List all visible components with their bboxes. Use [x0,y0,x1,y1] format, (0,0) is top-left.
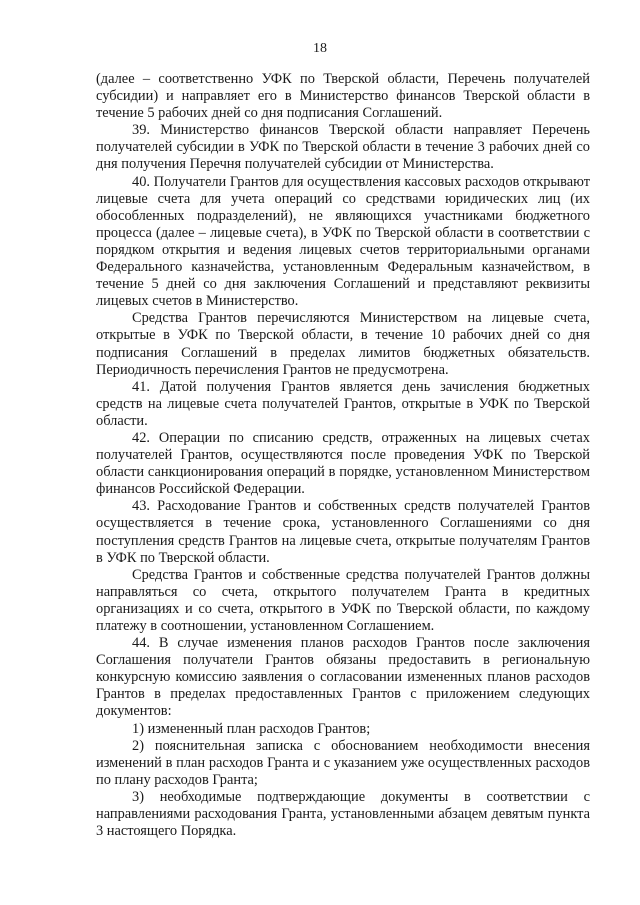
list-item-1: 1) измененный план расходов Грантов; [132,720,371,737]
document-body [96,71,590,840]
list-item-2: 2) пояснительная записка с обоснованием необходимости внесения изменений в план расходов Гранта и с указанием уже осуществленных расходов по плану расходов Гранта; [96,737,590,788]
paragraph-41: 41. Датой получения Грантов является день зачисления бюджетных средств на лицевые счета получателей Грантов, открытые в УФК по Тверской области. [96,378,590,429]
paragraph-42: 42. Операции по списанию средств, отраженных на лицевых счетах получателей Грантов, осуществляются после проведения УФК по Тверской области санкционирования операций в порядке, установленном Министерством финансов Российской Федерации. [96,429,590,498]
paragraph-grant-transfer: Средства Грантов перечисляются Министерством на лицевые счета, открытые в УФК по Тверской области, в течение 10 рабочих дней со дня подписания Соглашений в пределах лимитов бюджетных обязательств. Периодичность перечисления Грантов не предусмотрена. [96,310,590,378]
paragraph-39: 39. Министерство финансов Тверской области направляет Перечень получателей субсидии в УФК по Тверской области в течение 3 рабочих дней со дня получения Перечня получателей субсидии от Министерства. [96,122,590,173]
paragraph-43: 43. Расходование Грантов и собственных средств получателей Грантов осуществляется в течение срока, установленного Соглашениями со дня поступления средств Грантов на лицевые счета, открытые получателям Грантов в УФК по Тверской области. [96,498,590,566]
paragraph-grant-funds: Средства Грантов и собственные средства получателей Грантов должны направляться со счета, открытого получателем Гранта в кредитных организациях и со счета, открытого в УФК по Тверской области, по каждому платежу в соотношении, установленном Соглашением. [96,566,590,634]
paragraph-44: 44. В случае изменения планов расходов Грантов после заключения Соглашения получатели Грантов обязаны предоставить в региональную конкурсную комиссию заявления о согласовании измененных планов расходов Грантов в пределах предоставленных Грантов с приложением следующих документов: [96,635,590,720]
page-number: 18 [313,41,327,56]
paragraph-continuation: (далее – соответственно УФК по Тверской области, Перечень получателей субсидии) и направляет его в Министерство финансов Тверской области в течение 5 рабочих дней со дня подписания Соглашений. [96,71,590,122]
list-item-3: 3) необходимые подтверждающие документы в соответствии с направлениями расходования Гранта, установленными абзацем девятым пункта 3 настоящего Порядка. [96,788,590,840]
paragraph-40: 40. Получатели Грантов для осуществления кассовых расходов открывают лицевые счета для учета операций со средствами юридических лиц (их обособленных подразделений), не являющихся участниками бюджетного процесса (далее – лицевые счета), в УФК по Тверской области в соответствии с порядком открытия и ведения лицевых счетов территориальными органами Федерального казначейства, установленным Федеральным казначейством, в течение 5 дней со дня заключения Соглашений и представляют реквизиты лицевых счетов в Министерство. [96,173,590,310]
